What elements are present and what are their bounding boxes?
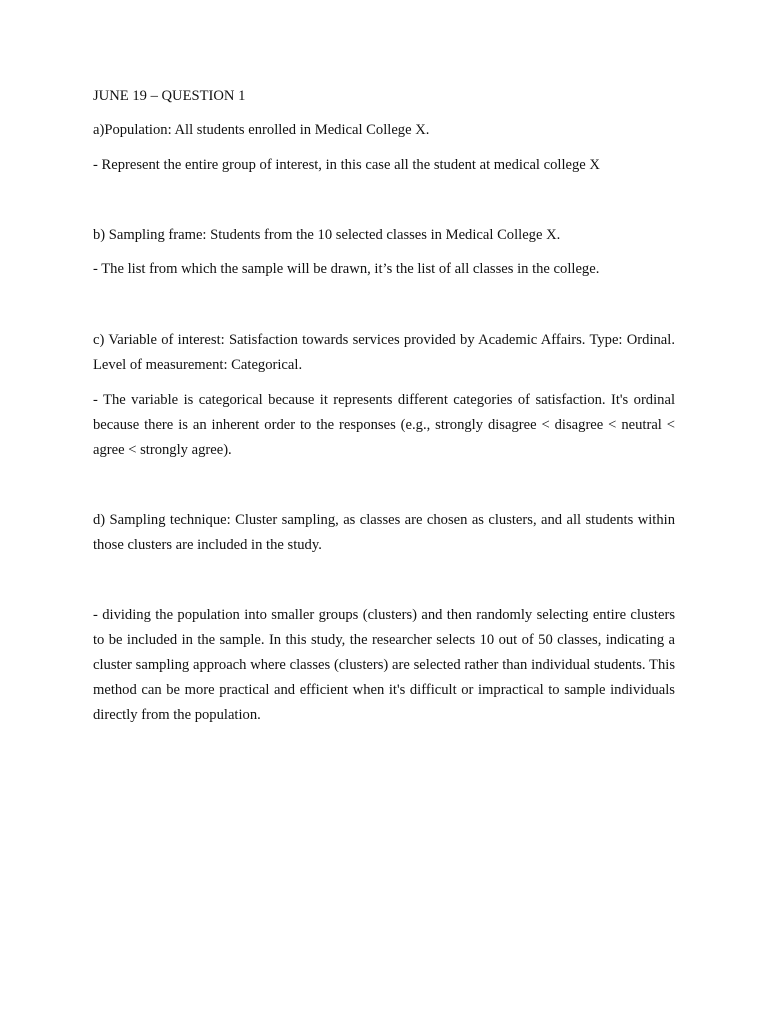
variable-of-interest-statement: c) Variable of interest: Satisfaction towards services provided by Academic Affairs. Type: Ordinal. Level of measurement: Categorical. — [93, 332, 675, 373]
sampling-frame-statement: b) Sampling frame: Students from the 10 selected classes in Medical College X. — [93, 227, 561, 243]
sampling-technique-explanation: - dividing the population into smaller groups (clusters) and then randomly selecting entire clusters to be included in the sample. In this study, the researcher selects 10 out of 50 classes, indicating a cluster sampling approach where classes (clusters) are selected rather than individual students. This method can be more practical and efficient when it's difficult or impractical to sample individuals directly from the population. — [93, 607, 675, 723]
variable-of-interest-explanation: - The variable is categorical because it represents different categories of satisfaction. It's ordinal because there is an inherent order to the responses (e.g., strongly disagree < disagree < neutral < agree < strongly agree). — [93, 392, 675, 458]
population-explanation: - Represent the entire group of interest, in this case all the student at medical college X — [93, 157, 600, 173]
sampling-frame-explanation: - The list from which the sample will be drawn, it’s the list of all classes in the college. — [93, 261, 600, 277]
page-heading: JUNE 19 – QUESTION 1 — [93, 88, 246, 104]
population-statement: a)Population: All students enrolled in Medical College X. — [93, 122, 430, 138]
sampling-technique-statement: d) Sampling technique: Cluster sampling, as classes are chosen as clusters, and all students within those clusters are included in the study. — [93, 512, 675, 553]
